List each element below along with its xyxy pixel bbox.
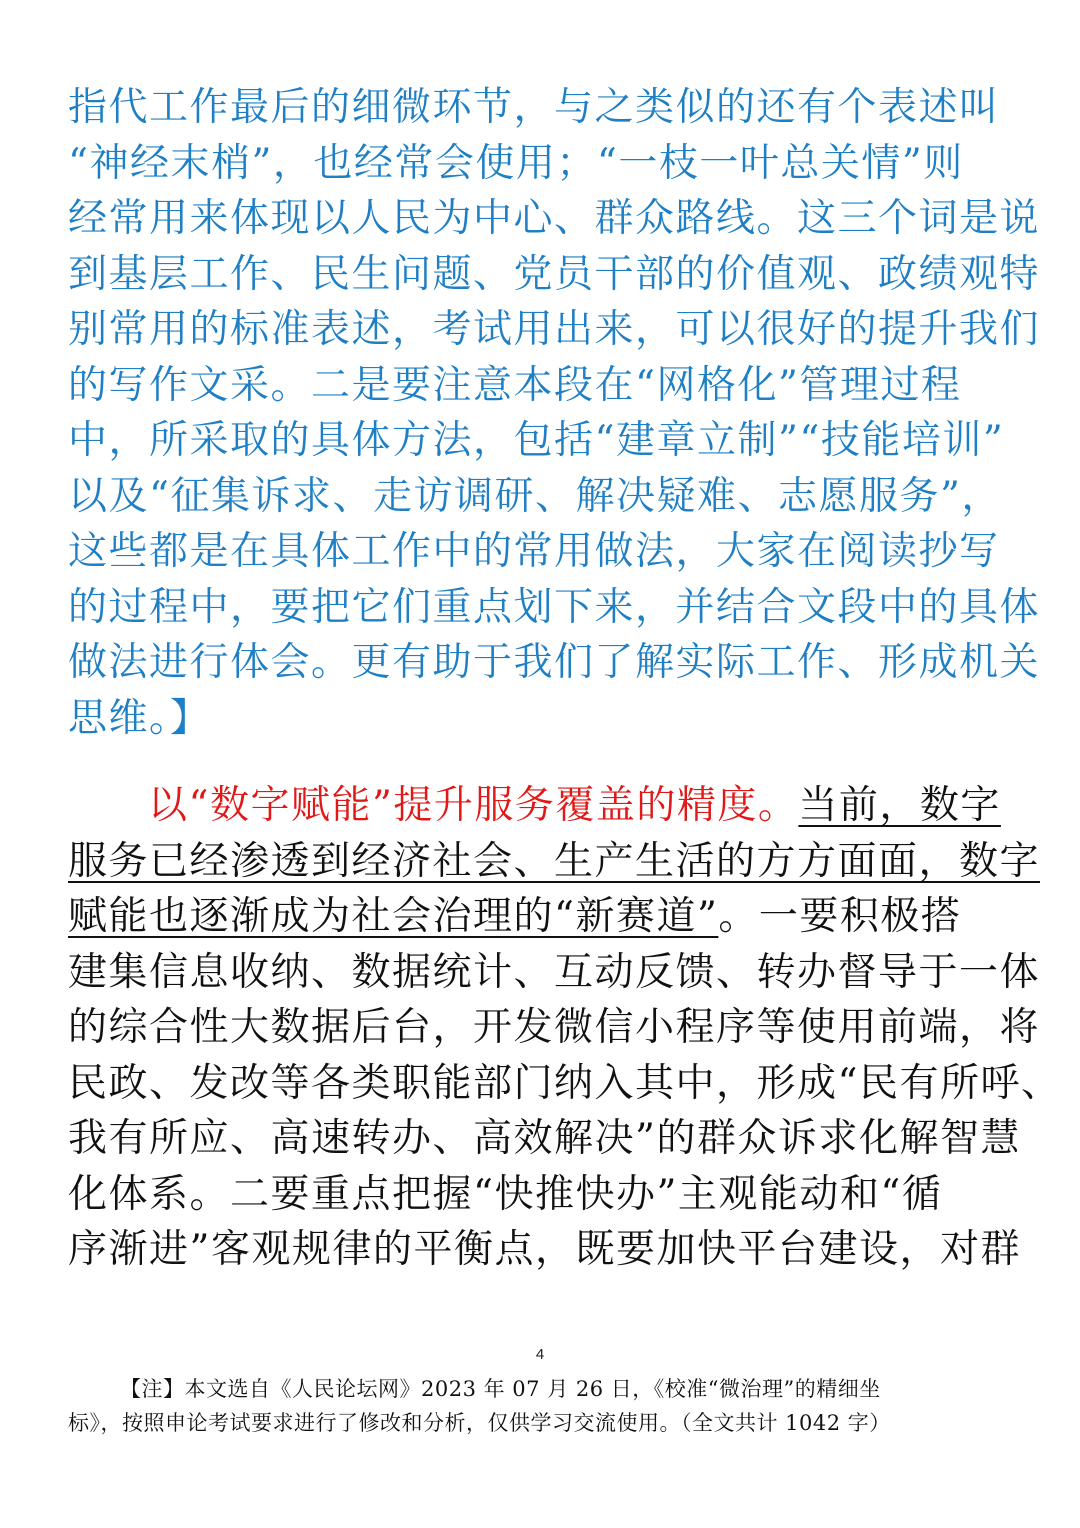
body-line: 民政、发改等各类职能部门纳入其中，形成“民有所呼、	[68, 1060, 1062, 1106]
body-line: 化体系。二要重点把握“快推快办”主观能动和“循	[68, 1171, 943, 1217]
analysis-line: 这些都是在具体工作中的常用做法，大家在阅读抄写	[68, 529, 1000, 574]
underlined-text: 当前，数字	[798, 783, 1001, 828]
page-number: 4	[535, 1346, 545, 1363]
analysis-paragraph	[68, 80, 1041, 746]
footnote-line: 【注】本文选自《人民论坛网》2023 年 07 月 26 日，《校准“微治理”的精细坐	[120, 1377, 881, 1401]
body-line-heading	[68, 778, 1018, 834]
body-line	[68, 889, 1018, 945]
analysis-line: “神经末梢”，也经常会使用；“一枝一叶总关情”则	[68, 140, 964, 186]
underlined-text: 赋能也逐渐成为社会治理的“新赛道”	[68, 894, 719, 939]
body-line: 建集信息收纳、数据统计、互动反馈、转办督导于一体	[68, 949, 1041, 995]
analysis-line: 以及“征集诉求、走访调研、解决疑难、志愿服务”，	[68, 473, 1002, 519]
analysis-line: 的过程中，要把它们重点划下来，并结合文段中的具体	[68, 584, 1041, 630]
analysis-line: 思维。】	[68, 695, 211, 741]
section-heading: 以“数字赋能”提升服务覆盖的精度。	[148, 783, 799, 828]
footnote-line: 标》，按照申论考试要求进行了修改和分析，仅供学习交流使用。（全文共计 1042 字）	[68, 1411, 891, 1435]
underlined-text: 服务已经渗透到经济社会、生产生活的方方面面，数字	[68, 838, 1041, 884]
analysis-line: 中，所采取的具体方法，包括“建章立制”“技能培训”	[68, 418, 1005, 463]
body-paragraph	[68, 778, 1062, 1278]
body-line: 的综合性大数据后台，开发微信小程序等使用前端，将	[68, 1005, 1041, 1050]
body-line	[68, 834, 1041, 890]
analysis-line: 的写作文采。二是要注意本段在“网格化”管理过程	[68, 362, 962, 408]
footnote	[68, 1372, 1018, 1440]
analysis-line: 别常用的标准表述，考试用出来，可以很好的提升我们	[68, 307, 1041, 352]
body-text: 。一要积极搭	[718, 894, 962, 939]
body-line: 序渐进”客观规律的平衡点，既要加快平台建设，对群	[68, 1227, 1021, 1272]
body-line: 我有所应、高速转办、高效解决”的群众诉求化解智慧	[68, 1116, 1021, 1161]
analysis-line: 到基层工作、民生问题、党员干部的价值观、政绩观特	[68, 251, 1041, 297]
analysis-line: 做法进行体会。更有助于我们了解实际工作、形成机关	[68, 640, 1041, 685]
analysis-line: 指代工作最后的细微环节，与之类似的还有个表述叫	[68, 85, 1000, 130]
analysis-line: 经常用来体现以人民为中心、群众路线。这三个词是说	[68, 196, 1041, 241]
